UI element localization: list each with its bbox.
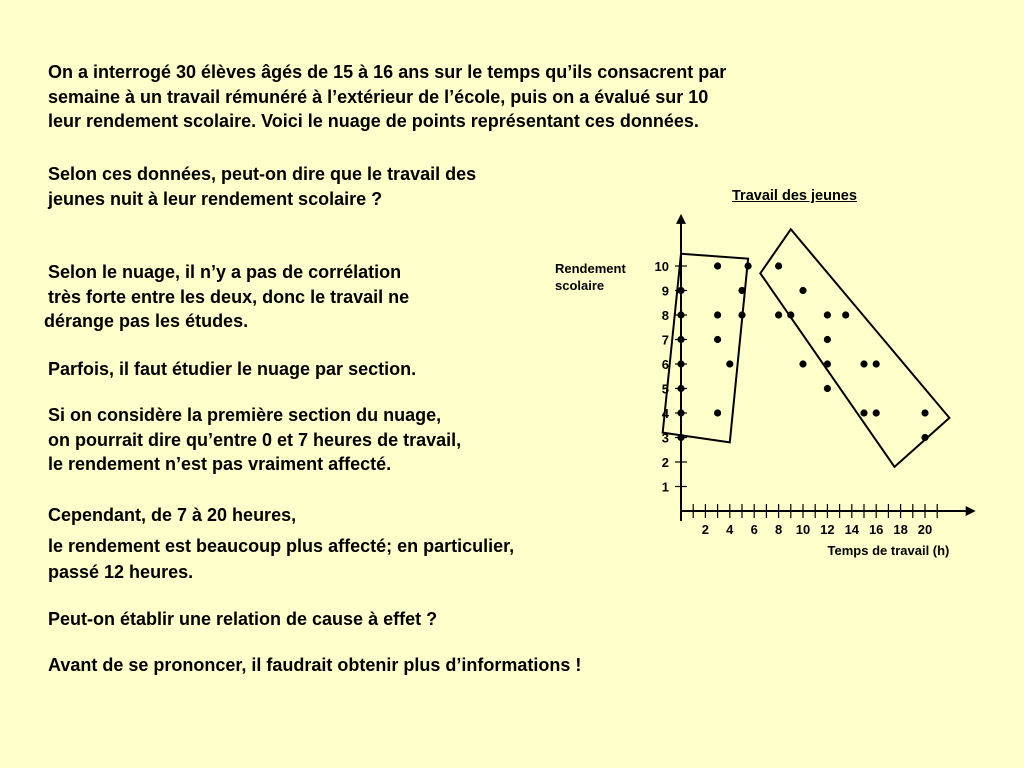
x-tick-label: 20	[917, 522, 933, 537]
chart-title: Travail des jeunes	[732, 188, 857, 204]
data-point	[714, 409, 721, 416]
data-point	[677, 287, 684, 294]
however-line: Cependant, de 7 à 20 heures,	[48, 505, 297, 525]
first-section-line-1: Si on considère la première section du nuage,	[48, 405, 442, 425]
data-point	[714, 311, 721, 318]
y-axis-label: scolaire	[555, 278, 605, 293]
data-point	[824, 311, 831, 318]
data-point	[726, 360, 733, 367]
data-point	[824, 336, 831, 343]
y-tick-label: 4	[661, 406, 669, 421]
data-point	[775, 311, 782, 318]
section-note: Parfois, il faut étudier le nuage par section.	[48, 359, 417, 379]
affected-line-2: passé 12 heures.	[48, 562, 194, 582]
y-tick-label: 9	[661, 283, 669, 299]
data-point	[677, 409, 684, 416]
data-point	[745, 262, 752, 269]
answer-line-2: très forte entre les deux, donc le travail ne	[48, 286, 410, 307]
x-tick-label: 14	[844, 522, 860, 537]
data-point	[799, 287, 806, 294]
answer-line-3: dérange pas les études.	[44, 311, 249, 331]
data-point	[738, 287, 745, 294]
data-point	[873, 360, 880, 367]
intro-line-3: leur rendement scolaire. Voici le nuage de points représentant ces données.	[48, 111, 699, 131]
x-axis-arrow	[966, 506, 976, 516]
x-tick-label: 12	[820, 522, 835, 537]
data-point	[775, 262, 782, 269]
y-tick-label: 5	[661, 381, 669, 397]
y-tick-label: 7	[661, 332, 669, 348]
intro-line-1: On a interrogé 30 élèves âgés de 15 à 16 ans sur le temps qu’ils consacrent par	[48, 62, 727, 82]
affected-line-1: le rendement est beaucoup plus affecté; en particulier,	[48, 536, 515, 556]
first-section-line-3: le rendement n’est pas vraiment affecté.	[48, 454, 392, 474]
data-point	[677, 311, 684, 318]
data-point	[677, 336, 684, 343]
y-tick-label: 3	[661, 430, 669, 446]
y-tick-label: 2	[661, 455, 669, 470]
data-point	[677, 385, 684, 392]
question-line-1: Selon ces données, peut-on dire que le travail des	[48, 164, 477, 184]
x-tick-label: 18	[893, 522, 908, 537]
x-tick-label: 2	[701, 522, 710, 537]
y-tick-label: 1	[661, 479, 669, 495]
data-point	[824, 360, 831, 367]
y-tick-label: 6	[661, 357, 669, 372]
y-axis-arrow	[676, 214, 686, 224]
y-tick-label: 10	[654, 259, 669, 274]
x-tick-label: 6	[750, 522, 758, 537]
intro-line-2: semaine à un travail rémunéré à l’extérieur de l’école, puis on a évalué sur 10	[48, 86, 709, 107]
data-point	[738, 311, 745, 318]
question-line-2: jeunes nuit à leur rendement scolaire ?	[48, 188, 383, 209]
data-point	[787, 311, 794, 318]
conclusion: Avant de se prononcer, il faudrait obtenir plus d’informations !	[48, 655, 582, 675]
x-tick-label: 16	[868, 522, 884, 537]
data-point	[714, 262, 721, 269]
first-section-line-2: on pourrait dire qu’entre 0 et 7 heures de travail,	[48, 429, 462, 450]
answer-line-1: Selon le nuage, il n’y a pas de corrélation	[48, 262, 402, 282]
data-point	[677, 360, 684, 367]
y-axis-label: Rendement	[555, 261, 626, 276]
data-point	[860, 360, 867, 367]
x-tick-label: 8	[774, 522, 783, 537]
data-point	[921, 409, 928, 416]
x-tick-label: 10	[795, 522, 811, 537]
section-box	[760, 229, 949, 467]
x-axis-label: Temps de travail (h)	[827, 543, 950, 558]
section-box	[663, 254, 748, 443]
data-point	[824, 385, 831, 392]
cause-question: Peut-on établir une relation de cause à effet ?	[48, 609, 438, 629]
y-tick-label: 8	[661, 308, 669, 323]
data-point	[799, 360, 806, 367]
data-point	[860, 409, 867, 416]
data-point	[921, 434, 928, 441]
data-point	[842, 311, 849, 318]
data-point	[714, 336, 721, 343]
data-point	[677, 434, 684, 441]
data-point	[873, 409, 880, 416]
x-tick-label: 4	[726, 522, 734, 537]
